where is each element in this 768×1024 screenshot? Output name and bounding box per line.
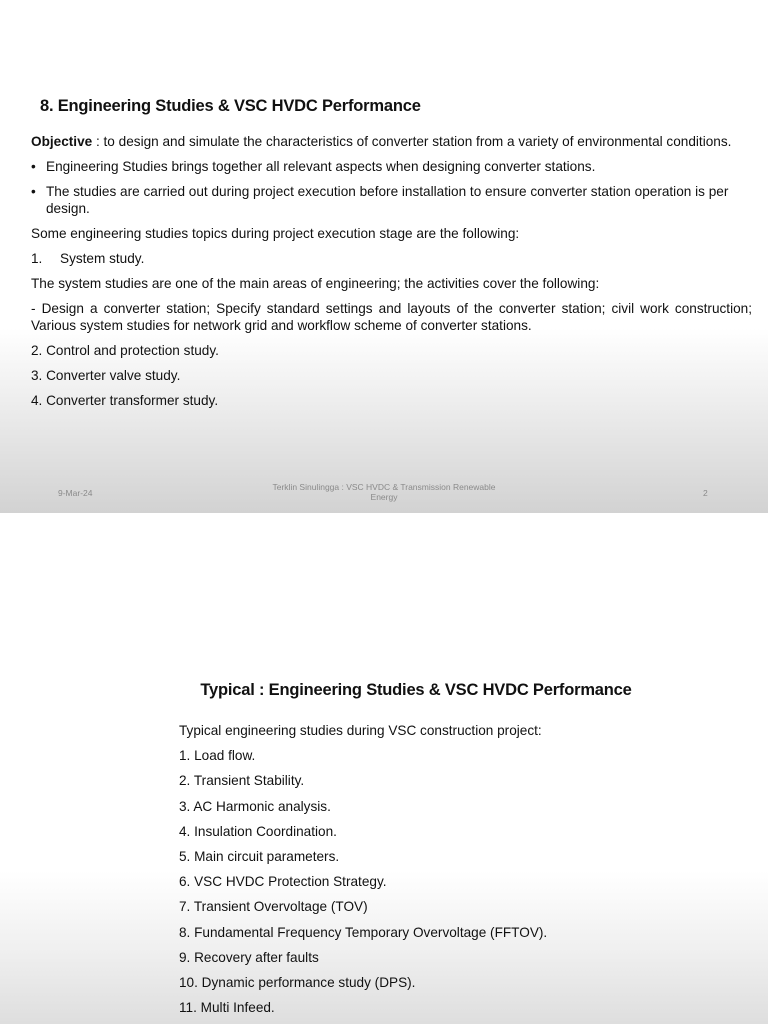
bullet-text: Engineering Studies brings together all relevant aspects when designing converter stations. bbox=[46, 159, 596, 174]
list-item: 6. VSC HVDC Protection Strategy. bbox=[179, 874, 387, 890]
item-text: System study. bbox=[60, 251, 145, 266]
numbered-item: 3. Converter valve study. bbox=[31, 368, 181, 383]
numbered-item: 4. Converter transformer study. bbox=[31, 393, 219, 408]
list-item: 4. Insulation Coordination. bbox=[179, 823, 337, 839]
slide-typical-studies bbox=[0, 513, 768, 1024]
bullet-item bbox=[31, 183, 752, 217]
bullet-text: The studies are carried out during project execution before installation to ensure converter station operation is per design. bbox=[46, 184, 729, 216]
slide-body bbox=[179, 722, 547, 1024]
list-item: 8. Fundamental Frequency Temporary Overvoltage (FFTOV). bbox=[179, 924, 548, 940]
slide-title: Typical : Engineering Studies & VSC HVDC Performance bbox=[200, 681, 632, 699]
list-item: 3. AC Harmonic analysis. bbox=[179, 798, 331, 814]
objective-paragraph bbox=[31, 133, 752, 150]
list-item: 11. Multi Infeed. bbox=[179, 1000, 275, 1016]
bullet-icon: • bbox=[31, 159, 36, 174]
topics-intro: Some engineering studies topics during project execution stage are the following: bbox=[31, 226, 520, 241]
list-item: 9. Recovery after faults bbox=[179, 949, 319, 965]
list-item: 5. Main circuit parameters. bbox=[179, 848, 340, 864]
system-studies-intro: The system studies are one of the main areas of engineering; the activities cover the following: bbox=[31, 276, 600, 291]
footer-date: 9-Mar-24 bbox=[58, 488, 93, 498]
bullet-icon: • bbox=[31, 184, 36, 199]
item-number: 1. bbox=[31, 251, 43, 266]
footer-page-number: 2 bbox=[703, 488, 708, 498]
list-item: 1. Load flow. bbox=[179, 748, 256, 764]
list-item: 2. Transient Stability. bbox=[179, 773, 305, 789]
slide-title: 8. Engineering Studies & VSC HVDC Performance bbox=[40, 97, 421, 115]
list-intro: Typical engineering studies during VSC construction project: bbox=[179, 723, 542, 738]
objective-text: : to design and simulate the characteristics of converter station from a variety of environmental conditions. bbox=[92, 134, 732, 149]
footer-author-line: Terklin Sinulingga : VSC HVDC & Transmission Renewable bbox=[272, 482, 496, 492]
list-item: 10. Dynamic performance study (DPS). bbox=[179, 974, 416, 990]
footer-author bbox=[240, 482, 528, 502]
objective-label: Objective bbox=[31, 134, 93, 149]
system-studies-detail: - Design a converter station; Specify standard settings and layouts of the converter station; civil work construction; Various system studies for network grid and workflow scheme of converter stations. bbox=[31, 301, 752, 333]
bullet-item bbox=[31, 158, 752, 175]
footer-author-line: Energy bbox=[370, 492, 398, 502]
numbered-item: 2. Control and protection study. bbox=[31, 343, 219, 358]
numbered-item-system-study bbox=[31, 250, 752, 267]
slide-body bbox=[31, 133, 752, 417]
list-item: 7. Transient Overvoltage (TOV) bbox=[179, 899, 368, 915]
